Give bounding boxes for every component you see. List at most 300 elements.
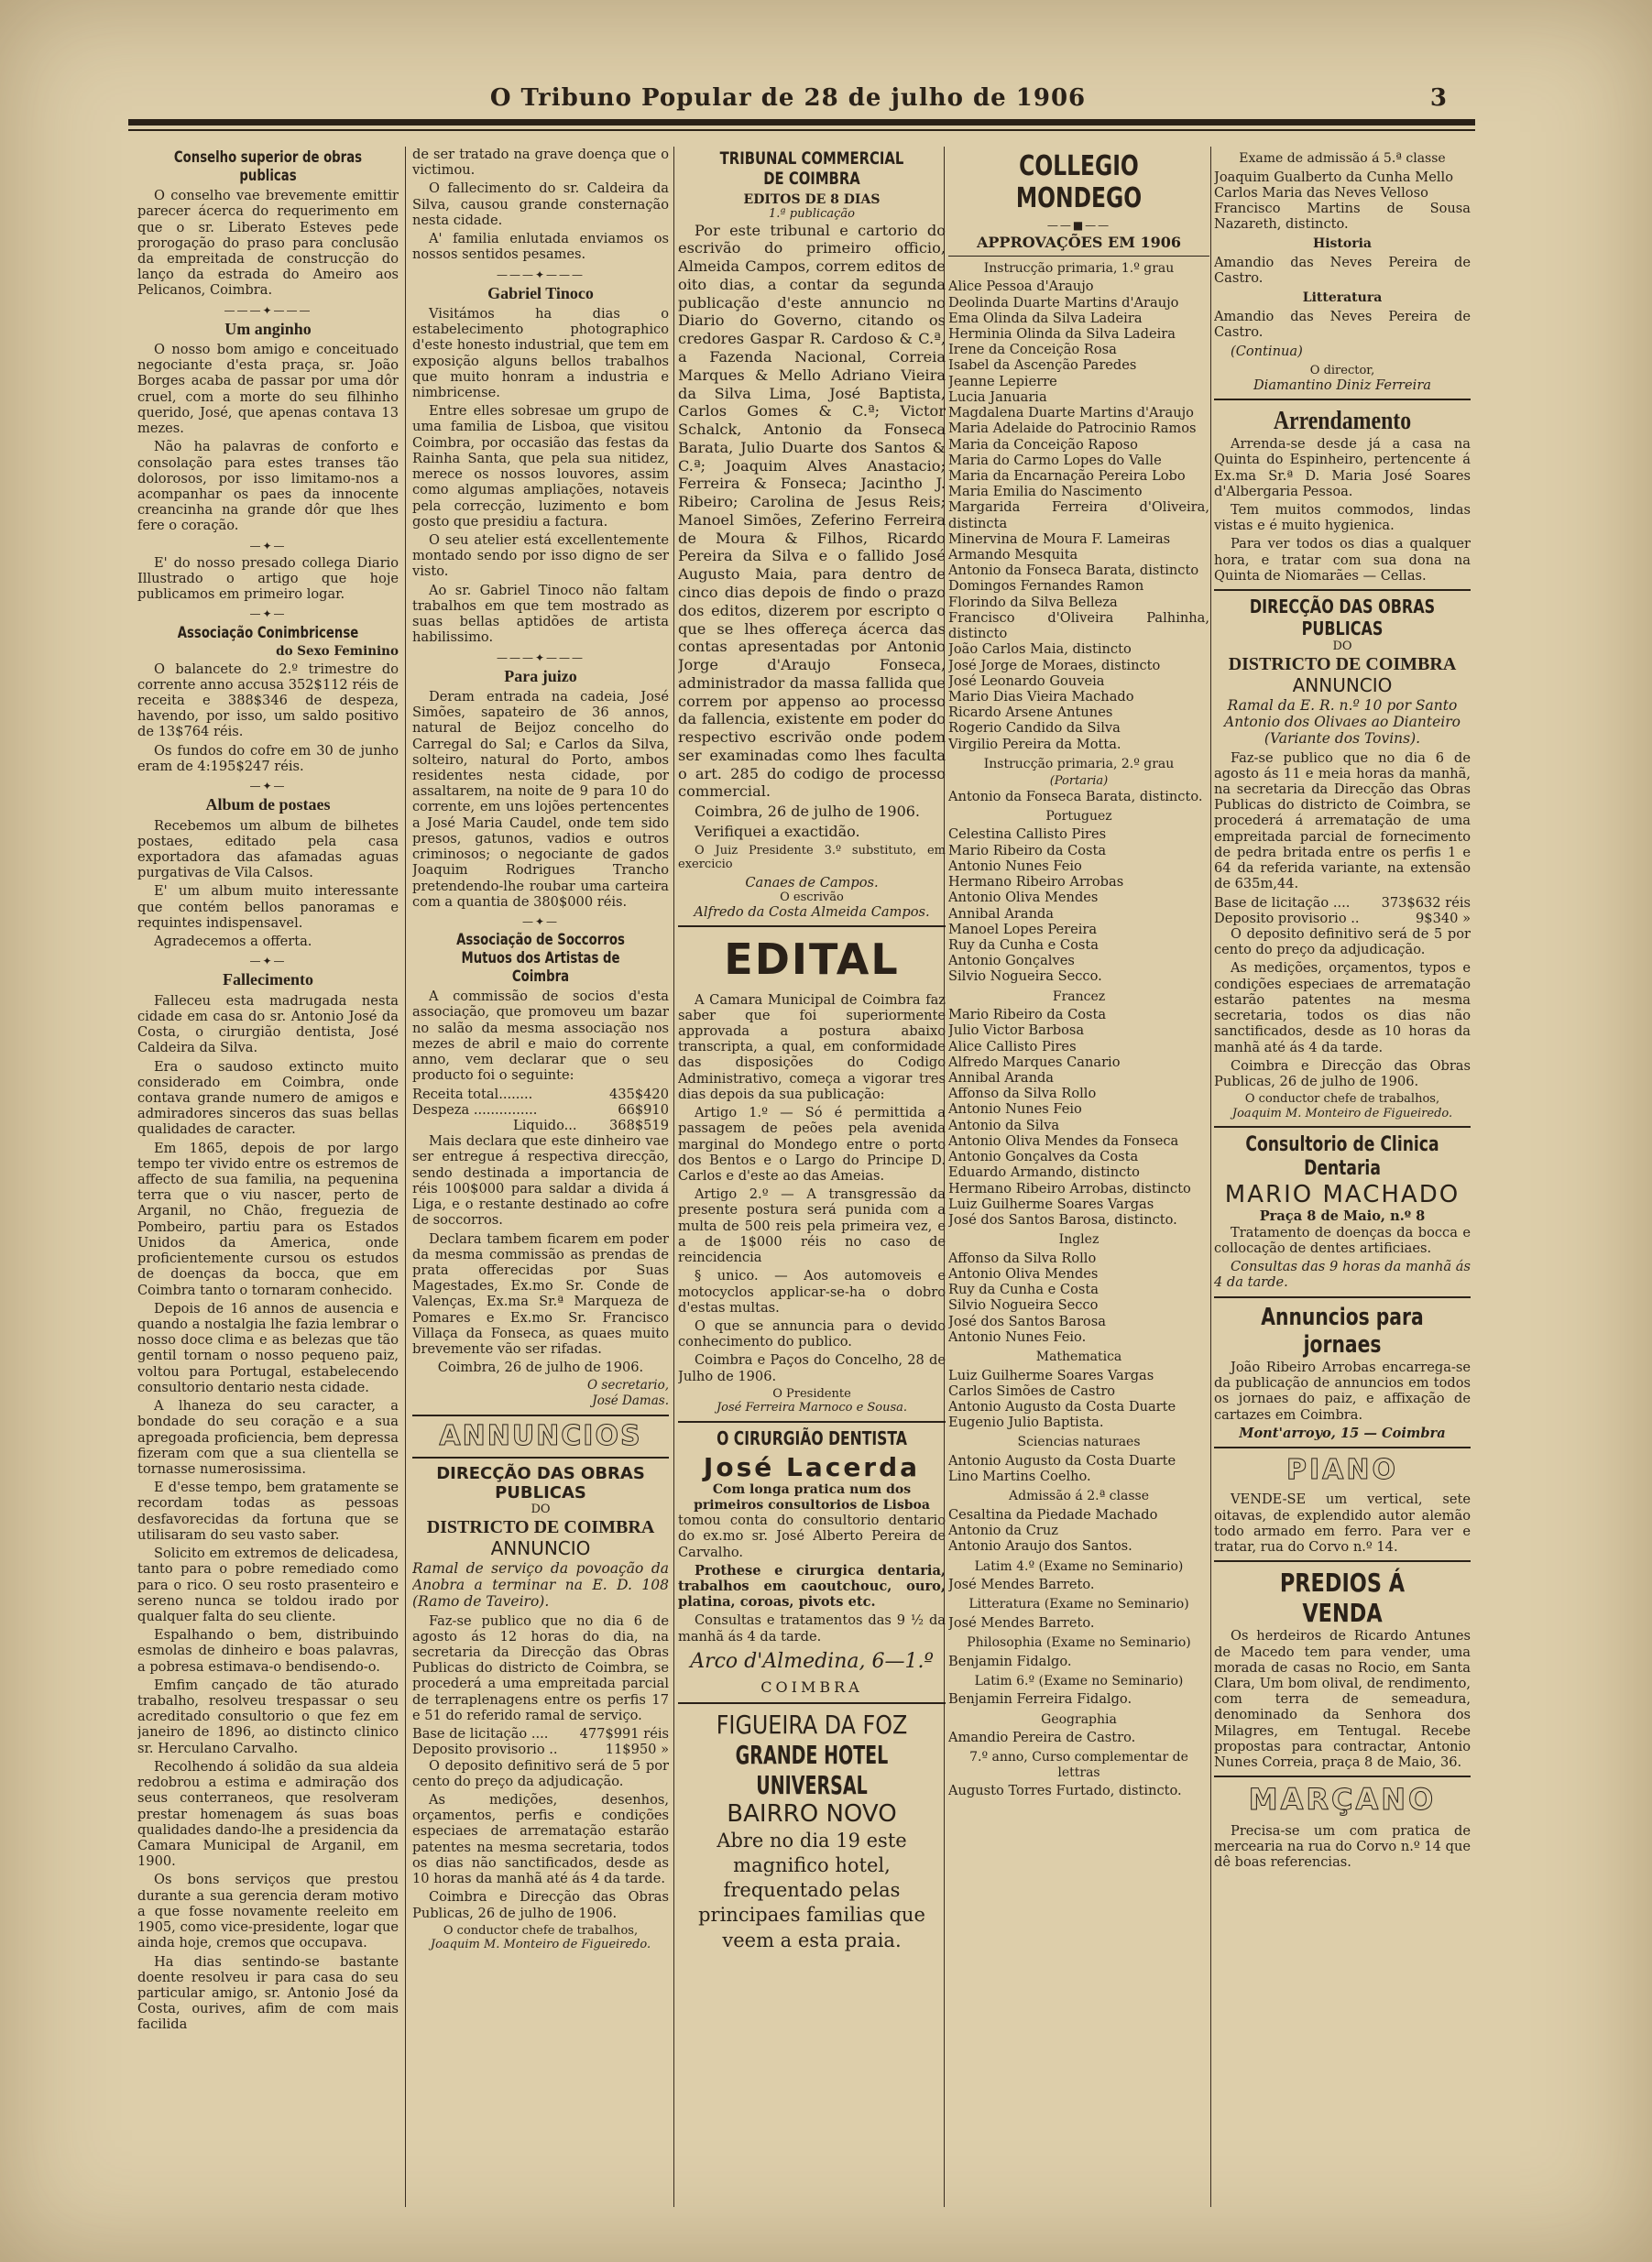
deposito-row xyxy=(1214,911,1471,926)
list-item: José Leonardo Gouveia xyxy=(948,672,1105,689)
list-item: Antonio Gonçalves xyxy=(948,953,1075,969)
paragraph: A lhaneza do seu caracter, a bondade do seu coração e a sua apregoada proficiencia, bem depressa fizeram com que a sua clientella se tornasse numerosissima. xyxy=(137,1398,399,1477)
list-item: Mario Ribeiro da Costa xyxy=(948,842,1107,858)
ad-heading: Consultorio de Clinica Dentaria xyxy=(1245,1132,1439,1180)
student-list xyxy=(948,1654,1209,1669)
dentist-address: Praça 8 de Maio, n.º 8 xyxy=(1259,1208,1426,1225)
ad-tagline: Com longa pratica num dos primeiros consultorios de Lisboa xyxy=(694,1482,930,1513)
list-item: Silvio Nogueira Secco xyxy=(948,1297,1099,1314)
ornament-divider: ———✦——— xyxy=(224,303,312,317)
column-divider xyxy=(1210,147,1211,2207)
paragraph: João Ribeiro Arrobas encarrega-se da publicação de annuncios em todos os jornaes do paiz, e affixação de cartazes em Coimbra. xyxy=(1214,1359,1471,1423)
ad-subheading: EDITOS DE 8 DIAS xyxy=(743,191,881,207)
paragraph: O Juiz Presidente 3.º substituto, em exercicio xyxy=(678,843,946,872)
article-gabriel-tinoco xyxy=(412,284,669,646)
paragraph: Precisa-se um com pratica de mercearia na rua do Corvo n.º 14 que dê boas referencias. xyxy=(1214,1823,1471,1871)
paragraph: Espalhando o bem, distribuindo esmolas de dinheiro e boas palavras, a pobresa estimava-o bendisendo-o. xyxy=(137,1627,399,1675)
signature-name: José Ferreira Marnoco e Sousa. xyxy=(716,1401,908,1415)
section-note: (Portaria) xyxy=(1049,774,1109,789)
student-list xyxy=(1214,309,1471,340)
signature-role: O conductor chefe de trabalhos, xyxy=(443,1923,639,1938)
list-item: Maria da Encarnação Pereira Lobo xyxy=(948,467,1186,484)
deposito-row xyxy=(412,1742,669,1757)
paragraph: Falleceu esta madrugada nesta cidade em casa do sr. Antonio José da Costa, o cirurgião dentista, José Caldeira da Silva. xyxy=(137,992,399,1056)
section-heading: Admissão á 2.ª classe xyxy=(1009,1489,1149,1504)
list-item: João Carlos Maia, distincto xyxy=(948,641,1132,658)
account-row xyxy=(412,1102,669,1118)
signature-name: José Damas. xyxy=(592,1393,669,1409)
row-value: 435$420 xyxy=(609,1086,669,1102)
paragraph: Coimbra e Paços do Concelho, 28 de Julho de 1906. xyxy=(678,1352,946,1384)
paragraph: O fallecimento do sr. Caldeira da Silva, causou grande consternação nesta cidade. xyxy=(412,180,669,228)
section-heading: Litteratura (Exame no Seminario) xyxy=(968,1597,1189,1612)
section-heading: Exame de admissão á 5.ª classe xyxy=(1239,151,1446,166)
list-item: Antonio Oliva Mendes da Fonseca xyxy=(948,1132,1179,1149)
list-item: Luiz Guilherme Soares Vargas xyxy=(948,1367,1154,1383)
student-list xyxy=(948,1783,1209,1798)
paragraph: Solicito em extremos de delicadesa, tanto para o pobre remediado como para o rico. O seu rosto prasenteiro e sereno nunca se toldou irado por qualquer falta do seu cliente. xyxy=(137,1546,399,1624)
dentist-address: Arco d'Almedina, 6—1.º xyxy=(690,1649,934,1673)
article-para-juizo xyxy=(412,667,669,910)
student-list xyxy=(948,1615,1209,1631)
list-item: Ricardo Arsene Antunes xyxy=(948,705,1113,721)
article-title: Gabriel Tinoco xyxy=(487,283,594,302)
section-heading: Latim 4.º (Exame no Seminario) xyxy=(974,1558,1184,1574)
list-item: Maria do Carmo Lopes do Valle xyxy=(948,452,1162,468)
section-heading: Instrucção primaria, 1.º grau xyxy=(983,260,1175,276)
ad-heading: Arrendamento xyxy=(1273,407,1412,436)
list-item: Maria Adelaide do Patrocinio Ramos xyxy=(948,421,1197,437)
signature-name: Canaes de Campos. xyxy=(745,874,879,891)
paragraph: Artigo 2.º — A transgressão da presente postura será punida com a multa de 500 reis pela primeira vez, e a de 1$000 réis no caso de reincidencia xyxy=(678,1186,946,1266)
signature-role: O Presidente xyxy=(772,1386,851,1401)
list-item: Ema Olinda da Silva Ladeira xyxy=(948,310,1143,326)
paragraph: Os bons serviços que prestou durante a sua gerencia deram motivo a que fosse novamente reeleito em 1905, como vice-presidente, logar que ainda hoje, cremos que occupava. xyxy=(137,1872,399,1951)
paragraph: E d'esse tempo, bem gratamente se recordam todas as pessoas desfavorecidas da fortuna que se utilisaram do seu vasto saber. xyxy=(137,1480,399,1543)
ad-heading: PREDIOS Á VENDA xyxy=(1279,1568,1406,1629)
paragraph: O deposito definitivo será de 5 por cento do preço da adjudicação. xyxy=(1214,926,1471,958)
edital-heading: EDITAL xyxy=(724,934,900,985)
paragraph: Faz-se publico que no dia 6 de agosto ás 12 horas do dia, na secretaria da Direcção das Obras Publicas do districto de Coimbra, se procederá a uma empreitada parcial de terraplenagens entre os perfis 17 e 51 do referido ramal de serviço. xyxy=(412,1612,669,1723)
paragraph: Agradecemos a offerta. xyxy=(154,934,312,950)
ad-annuncio: ANNUNCIO xyxy=(1292,674,1393,697)
paragraph: Artigo 1.º — Só é permittida a passagem de peões pela avenida marginal do Mondego entre o porto dos Bentos e o Largo do Principe D. Carlos e d'este ao das Ameias. xyxy=(678,1105,946,1184)
ad-heading: O CIRURGIÃO DENTISTA xyxy=(717,1426,907,1449)
section-heading: Mathematica xyxy=(1035,1350,1122,1365)
list-item: Augusto Torres Furtado, distincto. xyxy=(948,1783,1182,1799)
paragraph: Coimbra, 26 de julho de 1906. xyxy=(437,1360,644,1376)
list-item: Mario Dias Vieira Machado xyxy=(948,689,1134,705)
paragraph: O que se annuncia para o devido conhecimento do publico. xyxy=(678,1317,946,1350)
column-3 xyxy=(678,147,946,2225)
page-number: 3 xyxy=(1429,84,1448,112)
page-header xyxy=(128,84,1448,121)
student-list xyxy=(948,789,1209,804)
paragraph: Deram entrada na cadeia, José Simões, sapateiro de 36 annos, natural de Beijoz concelho do Carregal do Sal; e Carlos da Silva, solteiro, natural do Porto, ambos residentes nesta cidade, por assaltarem, na noite de 9 para 10 do corrente, em uns lojões pertencentes a José Maria Caudel, onde tem sido presos, gatunos, vadios e outros criminosos; o negociante de gados Joaquim Rodrigues Trancho pretendendo-lhe roubar uma carteira com a quantia de 380$000 réis. xyxy=(412,688,669,910)
header-rule-thin xyxy=(128,129,1475,131)
row-value: 373$632 réis xyxy=(1381,894,1471,911)
ad-edital xyxy=(678,934,946,1415)
paragraph: A commissão de socios d'esta associação, que promoveu um bazar no salão da mesma associação nos mezes de abril e maio do corrente anno, vem declarar que o seu producto foi o seguinte: xyxy=(412,989,669,1084)
section-rule xyxy=(678,1702,946,1704)
student-list xyxy=(948,1507,1209,1555)
section-heading: Sciencias naturaes xyxy=(1017,1435,1141,1450)
row-value: 11$950 » xyxy=(605,1742,669,1758)
list-item: Antonio Gonçalves da Costa xyxy=(948,1149,1139,1165)
list-item: Luiz Guilherme Soares Vargas xyxy=(948,1196,1154,1212)
article-title: Conselho superior de obras publicas xyxy=(173,148,363,186)
paragraph: Os fundos do cofre em 30 de junho eram de 4:195$247 réis. xyxy=(137,742,399,774)
paragraph: O seu atelier está excellentemente montado sendo por isso digno de ser visto. xyxy=(412,531,669,580)
list-item: Carlos Simões de Castro xyxy=(948,1382,1116,1399)
student-list xyxy=(948,1691,1209,1707)
list-item: Isabel da Ascenção Paredes xyxy=(948,357,1137,374)
paragraph: Tem muitos commodos, lindas vistas e é muito hygienica. xyxy=(1214,501,1471,534)
list-item: Antonio Augusto da Costa Duarte xyxy=(948,1399,1176,1415)
paragraph: de ser tratado na grave doença que o victimou. xyxy=(412,147,669,179)
article-subtitle: do Sexo Feminino xyxy=(276,643,399,659)
list-item: Silvio Nogueira Secco. xyxy=(948,968,1102,985)
list-item: Alice Pessoa d'Araujo xyxy=(948,279,1094,295)
paragraph: Visitámos ha dias o estabelecimento photographico d'este honesto industrial, que tem em exposição alguns bellos trabalhos que muito honram a industria e nimbricense. xyxy=(412,305,669,401)
column-2 xyxy=(412,147,669,2225)
article-anginho xyxy=(137,320,399,534)
section-heading: Francez xyxy=(1052,989,1106,1004)
section-rule xyxy=(678,1421,946,1423)
list-item: Antonio Nunes Feio xyxy=(948,1101,1082,1118)
row-label: Despeza ............... xyxy=(412,1101,538,1118)
ad-ramal: Ramal de serviço da povoação da Anobra a terminar na E. D. 108 (Ramo de Taveiro). xyxy=(412,1559,669,1611)
paragraph: O conselho vae brevemente emittir parecer ácerca do requerimento em que o sr. Liberato Esteves pede prorogação do praso para conclusão da empreitada de construcção do lanço da estrada do Ameiro aos Pelicanos, Coimbra. xyxy=(137,188,399,299)
row-label: Base de licitação .... xyxy=(1214,894,1351,911)
signature-name: Joaquim M. Monteiro de Figueiredo. xyxy=(1231,1106,1453,1120)
list-item: Antonio Araujo dos Santos. xyxy=(948,1538,1132,1555)
paragraph: Verifiquei a exactidão. xyxy=(695,823,860,841)
column-4 xyxy=(948,147,1209,2225)
article-title: Associação Conimbricense xyxy=(177,623,359,642)
list-item: Eduardo Armando, distincto xyxy=(948,1164,1140,1181)
list-item: Annibal Aranda xyxy=(948,905,1055,922)
ornament-divider: —✦— xyxy=(249,955,287,968)
list-item: Eugenio Julio Baptista. xyxy=(948,1415,1104,1431)
hotel-name: GRANDE HOTEL UNIVERSAL xyxy=(735,1739,889,1800)
row-value: 9$340 » xyxy=(1416,910,1471,926)
paragraph: Declara tambem ficarem em poder da mesma commissão as prendas de prata offerecidas por Suas Magestades, Ex.mo Sr. Conde de Valenças, Ex.ma Sr.ª Marqueza de Pomares e Ex.mo Sr. Francisco Villaça da Fonseca, as quaes muito brevemente vão ser rifadas. xyxy=(412,1230,669,1358)
row-label: Receita total........ xyxy=(412,1086,533,1102)
paragraph: Recebemos um album de bilhetes postaes, editado pela casa exportadora das afamadas aguas purgativas de Vila Calsos. xyxy=(137,817,399,881)
section-rule xyxy=(1214,1447,1471,1448)
ad-district: DISTRICTO DE COIMBRA xyxy=(426,1516,655,1537)
student-list xyxy=(948,1730,1209,1745)
list-item: Joaquim Gualberto da Cunha Mello xyxy=(1214,169,1453,185)
director-role: O director, xyxy=(1309,363,1375,377)
list-item: Benjamin Fidalgo. xyxy=(948,1653,1072,1669)
list-item: Affonso da Silva Rollo xyxy=(948,1086,1097,1102)
list-item: Ruy da Cunha e Costa xyxy=(948,1282,1099,1298)
paragraph: Faz-se publico que no dia 6 de agosto ás 11 e meia horas da manhã, na secretaria da Direcção das Obras Publicas do districto de Coimbra, se procederá á arrematação de uma empreitada parcial de fornecimento de pedra britada entre os perfis 1 e 64 da referida variante, na extensão de 635m,44. xyxy=(1214,749,1471,892)
director-name: Diamantino Diniz Ferreira xyxy=(1253,377,1432,393)
signature-role: O escrivão xyxy=(780,890,844,904)
paragraph: Coimbra e Direcção das Obras Publicas, 26 de julho de 1906. xyxy=(1214,1057,1471,1089)
article-fallecimento-cont xyxy=(412,147,669,263)
licitacao-row xyxy=(412,1726,669,1742)
section-rule xyxy=(1214,1296,1471,1298)
ad-publication: 1.ª publicação xyxy=(769,207,855,222)
student-list xyxy=(948,1368,1209,1431)
ad-cirurgiao-dentista xyxy=(678,1428,946,1697)
list-item: Francisco Martins de Sousa Nazareth, distincto. xyxy=(1214,200,1471,233)
list-item: Maria da Conceição Raposo xyxy=(948,436,1138,453)
paragraph: As medições, orçamentos, typos e condições especiaes de arrematação estarão patentes na mesma secretaria, todos os dias não sanctificados, desde as 10 horas da manhã até ás 4 da tarde. xyxy=(1214,960,1471,1055)
paragraph: Prothese e cirurgica dentaria, trabalhos em caoutchouc, ouro, platina, coroas, pivots etc. xyxy=(678,1562,946,1611)
section-rule xyxy=(948,256,1209,257)
section-heading: Geographia xyxy=(1041,1711,1117,1727)
article-title: Fallecimento xyxy=(223,970,313,989)
list-item: Hermano Ribeiro Arrobas, distincto xyxy=(948,1180,1191,1197)
paragraph: Era o saudoso extincto muito considerado em Coimbra, onde contava grande numero de amigos e admiradores sinceros das suas bellas qualidades de caracter. xyxy=(137,1058,399,1138)
article-album-postaes xyxy=(137,795,399,949)
ad-heading: MARÇANO xyxy=(1248,1782,1437,1818)
ornament-divider: —✦— xyxy=(521,914,560,928)
paragraph: Não ha palavras de conforto e consolação para estes transes tão dolorosos, por isso limitamo-nos a acompanhar os paes da innocente creancinha na grande dôr que lhes fere o coração. xyxy=(137,439,399,534)
list-item: Antonio Nunes Feio xyxy=(948,858,1082,874)
paragraph: § unico. — Aos automoveis e motocyclos applicar-se-ha o dobro d'estas multas. xyxy=(678,1268,946,1316)
paragraph: VENDE-SE um vertical, sete oitavas, de explendido autor alemão todo armado em ferro. Para ver e tratar, rua do Corvo n.º 14. xyxy=(1214,1492,1471,1556)
ad-clinica-dentaria xyxy=(1214,1133,1471,1291)
student-list xyxy=(948,1577,1209,1592)
row-value: 477$991 réis xyxy=(579,1726,669,1743)
list-item: Antonio da Cruz xyxy=(948,1523,1058,1539)
account-row xyxy=(412,1118,669,1133)
column-divider xyxy=(673,147,674,2207)
list-item: Mario Ribeiro da Costa xyxy=(948,1007,1107,1023)
section-rule xyxy=(1214,1126,1471,1128)
list-item: Florindo da Silva Belleza xyxy=(948,594,1118,610)
ornament-divider: —✦— xyxy=(249,607,287,621)
paragraph: O balancete do 2.º trimestre do corrente anno accusa 352$112 réis de receita e 388$346 de despeza, havendo, por isso, um saldo positivo de 13$764 réis. xyxy=(137,661,399,740)
article-fallecimento xyxy=(137,970,399,2032)
section-rule xyxy=(1214,1560,1471,1562)
list-item: Hermano Ribeiro Arrobas xyxy=(948,874,1124,891)
list-item: Affonso da Silva Rollo xyxy=(948,1250,1097,1266)
paragraph: E' do nosso presado collega Diario Illustrado o artigo que hoje publicamos em primeiro logar. xyxy=(137,554,399,603)
section-rule xyxy=(1214,1776,1471,1777)
list-item: Cesaltina da Piedade Machado xyxy=(948,1506,1158,1523)
ad-obras-publicas-2 xyxy=(1214,596,1471,1120)
list-item: Annibal Aranda xyxy=(948,1070,1055,1087)
ornament-divider: ———✦——— xyxy=(496,650,585,664)
ornament-divider: —✦— xyxy=(249,539,287,552)
masthead-title: O Tribuno Popular de 28 de julho de 1906 xyxy=(489,84,1087,112)
ornament-divider: —✦— xyxy=(249,780,287,793)
ad-heading: TRIBUNAL COMMERCIAL DE COIMBRA xyxy=(719,148,904,190)
ad-district: DISTRICTO DE COIMBRA xyxy=(1228,653,1457,674)
student-list xyxy=(948,1453,1209,1484)
section-rule xyxy=(1214,399,1471,400)
paragraph: A' familia enlutada enviamos os nossos sentidos pesames. xyxy=(412,231,669,263)
ad-arrendamento xyxy=(1214,406,1471,584)
list-item: Lucia Januaria xyxy=(948,388,1047,405)
list-item: Magdalena Duarte Martins d'Araujo xyxy=(948,405,1194,421)
ad-annuncio: ANNUNCIO xyxy=(490,1537,591,1560)
paragraph: Em 1865, depois de por largo tempo ter vivido entre os estremos de affecto de sua familia, na pequenina terra que o viu nascer, perto de Arganil, no Chão, freguezia de Pombeiro, partiu para os Estados Unidos da America, onde proficientemente cursou os estudos de doenças da bocca, que em Coimbra tanto o tornaram conhecido. xyxy=(137,1140,399,1298)
ad-grande-hotel xyxy=(678,1710,946,1953)
annuncios-banner xyxy=(412,1415,669,1458)
paragraph: Ha dias sentindo-se bastante doente resolveu ir para casa do seu particular amigo, sr. Antonio José da Costa, ourives, afim de com mais facilida xyxy=(137,1953,399,2033)
hotel-location: BAIRRO NOVO xyxy=(727,1799,897,1828)
list-item: Amandio das Neves Pereira de Castro. xyxy=(1214,254,1471,287)
article-associacao-conimbricense xyxy=(137,624,399,775)
ad-marcano xyxy=(1214,1783,1471,1870)
ad-heading-do: DO xyxy=(531,1503,551,1517)
ad-heading-do: DO xyxy=(1332,639,1352,654)
section-heading: Latim 6.º (Exame no Seminario) xyxy=(974,1673,1184,1688)
paragraph: O nosso bom amigo e conceituado negociante d'esta praça, sr. João Borges acaba de passar por uma dôr cruel, com a morte do seu filhinho querido, José, que apenas contava 13 mezes. xyxy=(137,342,399,437)
list-item: Rogerio Candido da Silva xyxy=(948,720,1121,737)
row-value: 368$519 xyxy=(609,1118,669,1134)
ad-piano xyxy=(1214,1454,1471,1555)
article-conselho xyxy=(137,148,399,299)
list-item: Ruy da Cunha e Costa xyxy=(948,937,1099,953)
section-heading: Inglez xyxy=(1058,1232,1100,1248)
article-title: Para juizo xyxy=(504,666,577,685)
ad-heading: DIRECÇÃO DAS OBRAS PUBLICAS xyxy=(1249,596,1436,639)
ornament-divider: ———✦——— xyxy=(496,268,585,281)
paragraph: Entre elles sobresae um grupo de uma familia de Lisboa, que visitou Coimbra, por occasião das festas da Rainha Santa, que pela sua nitidez, merece os nossos louvores, assim como algumas ampliações, notaveis pela correcção, luzimento e bom gosto que presidiu a factura. xyxy=(412,403,669,530)
header-rule xyxy=(128,119,1475,126)
paragraph: Recolhendo á solidão da sua aldeia redobrou a estima e admiração dos seus conterraneos, que resolveram prestar homenagem ás suas boas qualidades dando-lhe a presidencia da Camara Municipal de Arganil, em 1900. xyxy=(137,1758,399,1870)
article-title: Um anginho xyxy=(224,319,312,338)
student-list xyxy=(1214,169,1471,233)
student-list xyxy=(1214,255,1471,286)
row-label: Liquido... xyxy=(513,1118,577,1134)
ad-heading: Annuncios para jornaes xyxy=(1261,1303,1424,1360)
list-item: Julio Victor Barbosa xyxy=(948,1022,1085,1039)
paragraph: O deposito definitivo será de 5 por cento do preço da adjudicação. xyxy=(412,1757,669,1789)
ad-tribunal-commercial xyxy=(678,148,946,920)
list-item: Margarida Ferreira d'Oliveira, distincta xyxy=(948,499,1209,531)
row-label: Deposito provisorio .. xyxy=(412,1742,558,1758)
ornament-divider: ——■—— xyxy=(1046,218,1111,232)
paragraph: A Camara Municipal de Coimbra faz saber que foi superiormente approvada a postura abaixo transcripta, a qual, em conformidade das disposições do Codigo Administrativo, começa a vigorar tres dias depois da sua publicação: xyxy=(678,991,946,1102)
dentist-city: COIMBRA xyxy=(760,1677,863,1696)
list-item: Antonio Nunes Feio. xyxy=(948,1328,1087,1345)
annuncios-heading: ANNUNCIOS xyxy=(439,1420,642,1453)
paragraph: Consultas das 9 horas da manhã ás 4 da tarde. xyxy=(1214,1259,1471,1291)
signature-name: Alfredo da Costa Almeida Campos. xyxy=(694,904,930,921)
student-list xyxy=(948,1251,1209,1345)
column-divider xyxy=(405,147,406,2207)
licitacao-row xyxy=(1214,895,1471,911)
continua-note: (Continua) xyxy=(1231,344,1303,360)
section-heading: Portuguez xyxy=(1045,808,1112,824)
ad-heading: DIRECÇÃO DAS OBRAS PUBLICAS xyxy=(436,1463,645,1503)
list-item: Maria Emilia do Nascimento xyxy=(948,484,1143,500)
paragraph: As medições, desenhos, orçamentos, perfis e condições especiaes de arrematação estarão patentes na mesma secretaria, todos os dias não sanctificados, desde as 10 horas da manhã até ás 4 da tarde. xyxy=(412,1791,669,1887)
list-item: Francisco d'Oliveira Palhinha, distincto xyxy=(948,609,1209,642)
paragraph: Abre no dia 19 este magnifico hotel, frequentado pelas principaes familias que veem a esta praia. xyxy=(698,1829,925,1951)
list-item: Minervina de Moura F. Lameiras xyxy=(948,530,1171,547)
row-value: 66$910 xyxy=(618,1101,669,1118)
ad-ramal: Ramal da E. R. n.º 10 por Santo Antonio dos Olivaes ao Dianteiro (Variante dos Tovins). xyxy=(1224,696,1461,748)
list-item: Manoel Lopes Pereira xyxy=(948,921,1098,937)
account-row xyxy=(412,1087,669,1102)
signature-role: O secretario, xyxy=(587,1377,669,1393)
paragraph: Emfim cançado de tão aturado trabalho, resolveu trespassar o seu acreditado consultorio o que fez em janeiro de 1896, ao distincto clinico sr. Herculano Carvalho. xyxy=(137,1677,399,1756)
paragraph: Coimbra e Direcção das Obras Publicas, 26 de julho de 1906. xyxy=(412,1889,669,1921)
ad-predios xyxy=(1214,1568,1471,1770)
collegio-title: COLLEGIO MONDEGO xyxy=(1015,150,1143,215)
list-item: Virgilio Pereira da Motta. xyxy=(948,736,1121,752)
list-item: Antonio Augusto da Costa Duarte xyxy=(948,1452,1176,1469)
paragraph: Mais declara que este dinheiro vae ser entregue á respectiva direcção, sendo destinada a importancia de réis 100$000 para saldar a divida á Liga, e o restante destinado ao cofre de soccorros. xyxy=(412,1133,669,1229)
ad-address: Mont'arroyo, 15 — Coimbra xyxy=(1239,1425,1446,1441)
ad-heading: PIANO xyxy=(1286,1453,1398,1486)
signature-role: O conductor chefe de trabalhos, xyxy=(1244,1092,1440,1107)
list-item: Amandio Pereira de Castro. xyxy=(948,1730,1136,1746)
paragraph: Para ver todos os dias a qualquer hora, e tratar com sua dona na Quinta de Niomarães — Cellas. xyxy=(1214,536,1471,584)
section-heading: Philosophia (Exame no Seminario) xyxy=(967,1635,1191,1651)
list-item: Herminia Olinda da Silva Ladeira xyxy=(948,325,1176,342)
paragraph: Os herdeiros de Ricardo Antunes de Macedo tem para vender, uma morada de casas no Rocio, em Santa Clara, Um bom olival, de rendimento, com terra de semeadura, denominado da Senhora dos Milagres, em Tentugal. Recebe propostas para contractar, Antonio Nunes Correia, praça 8 de Maio, 36. xyxy=(1214,1628,1471,1771)
ad-annuncios-jornaes xyxy=(1214,1304,1471,1441)
list-item: José Mendes Barreto. xyxy=(948,1614,1095,1631)
student-list xyxy=(948,279,1209,752)
article-title: Associação de Soccorros Mutuos dos Artistas de Coimbra xyxy=(456,931,625,987)
list-item: José Jorge de Moraes, distincto xyxy=(948,657,1161,673)
list-item: Antonio Oliva Mendes xyxy=(948,890,1099,906)
section-heading: 7.º anno, Curso complementar de lettras xyxy=(969,1750,1188,1780)
article-soccorros-mutuos xyxy=(412,931,669,1409)
collegio-subtitle: APPROVAÇÕES EM 1906 xyxy=(976,233,1181,251)
paragraph: Tratamento de doenças da bocca e collocação de dentes artificiaes. xyxy=(1214,1224,1471,1256)
hotel-city: FIGUEIRA DA FOZ xyxy=(716,1709,908,1740)
list-item: Antonio da Fonseca Barata, distincto. xyxy=(948,788,1203,804)
section-heading: Historia xyxy=(1313,236,1372,252)
article-title: Album de postaes xyxy=(205,795,331,814)
paragraph: Depois de 16 annos de ausencia e quando a nostalgia lhe fazia lembrar o nosso doce clima e as belezas que tão gentil tornam o nosso pequeno paiz, voltou para Portugal, estabelecendo consultorio dentario nesta cidade. xyxy=(137,1300,399,1395)
list-item: Lino Martins Coelho. xyxy=(948,1469,1091,1485)
list-item: José Mendes Barreto. xyxy=(948,1577,1095,1593)
dentist-name: José Lacerda xyxy=(703,1452,921,1483)
paragraph: E' um album muito interessante que contém bellos panoramas e requintes indispensavel. xyxy=(137,883,399,931)
paragraph: Arrenda-se desde já a casa na Quinta do Espinheiro, pertencente á Ex.ma Sr.ª D. Maria José Soares d'Albergaria Pessoa. xyxy=(1214,436,1471,499)
article-diario xyxy=(137,555,399,603)
list-item: Deolinda Duarte Martins d'Araujo xyxy=(948,294,1179,311)
row-label: Deposito provisorio .. xyxy=(1214,910,1360,926)
section-heading: Instrucção primaria, 2.º grau xyxy=(983,756,1175,771)
paragraph: Coimbra, 26 de julho de 1906. xyxy=(695,803,921,821)
ad-obras-publicas-1 xyxy=(412,1464,669,1952)
signature-name: Joaquim M. Monteiro de Figueiredo. xyxy=(430,1938,651,1952)
list-item: Alice Callisto Pires xyxy=(948,1038,1077,1055)
list-item: Antonio da Fonseca Barata, distincto xyxy=(948,563,1199,579)
list-item: Jeanne Lepierre xyxy=(948,373,1057,389)
column-5 xyxy=(1214,147,1471,2225)
column-1 xyxy=(137,147,399,2225)
list-item: Antonio da Silva xyxy=(948,1117,1060,1133)
student-list xyxy=(948,1007,1209,1228)
dentist-name: MARIO MACHADO xyxy=(1224,1180,1461,1208)
list-item: José dos Santos Barosa, distincto. xyxy=(948,1212,1177,1229)
list-item: Alfredo Marques Canario xyxy=(948,1054,1121,1070)
list-item: Domingos Fernandes Ramon xyxy=(948,578,1144,595)
list-item: Irene da Conceição Rosa xyxy=(948,342,1117,358)
row-label: Base de licitação .... xyxy=(412,1726,549,1743)
section-rule xyxy=(678,925,946,927)
list-item: José dos Santos Barosa xyxy=(948,1313,1106,1329)
section-heading: Litteratura xyxy=(1302,290,1383,306)
